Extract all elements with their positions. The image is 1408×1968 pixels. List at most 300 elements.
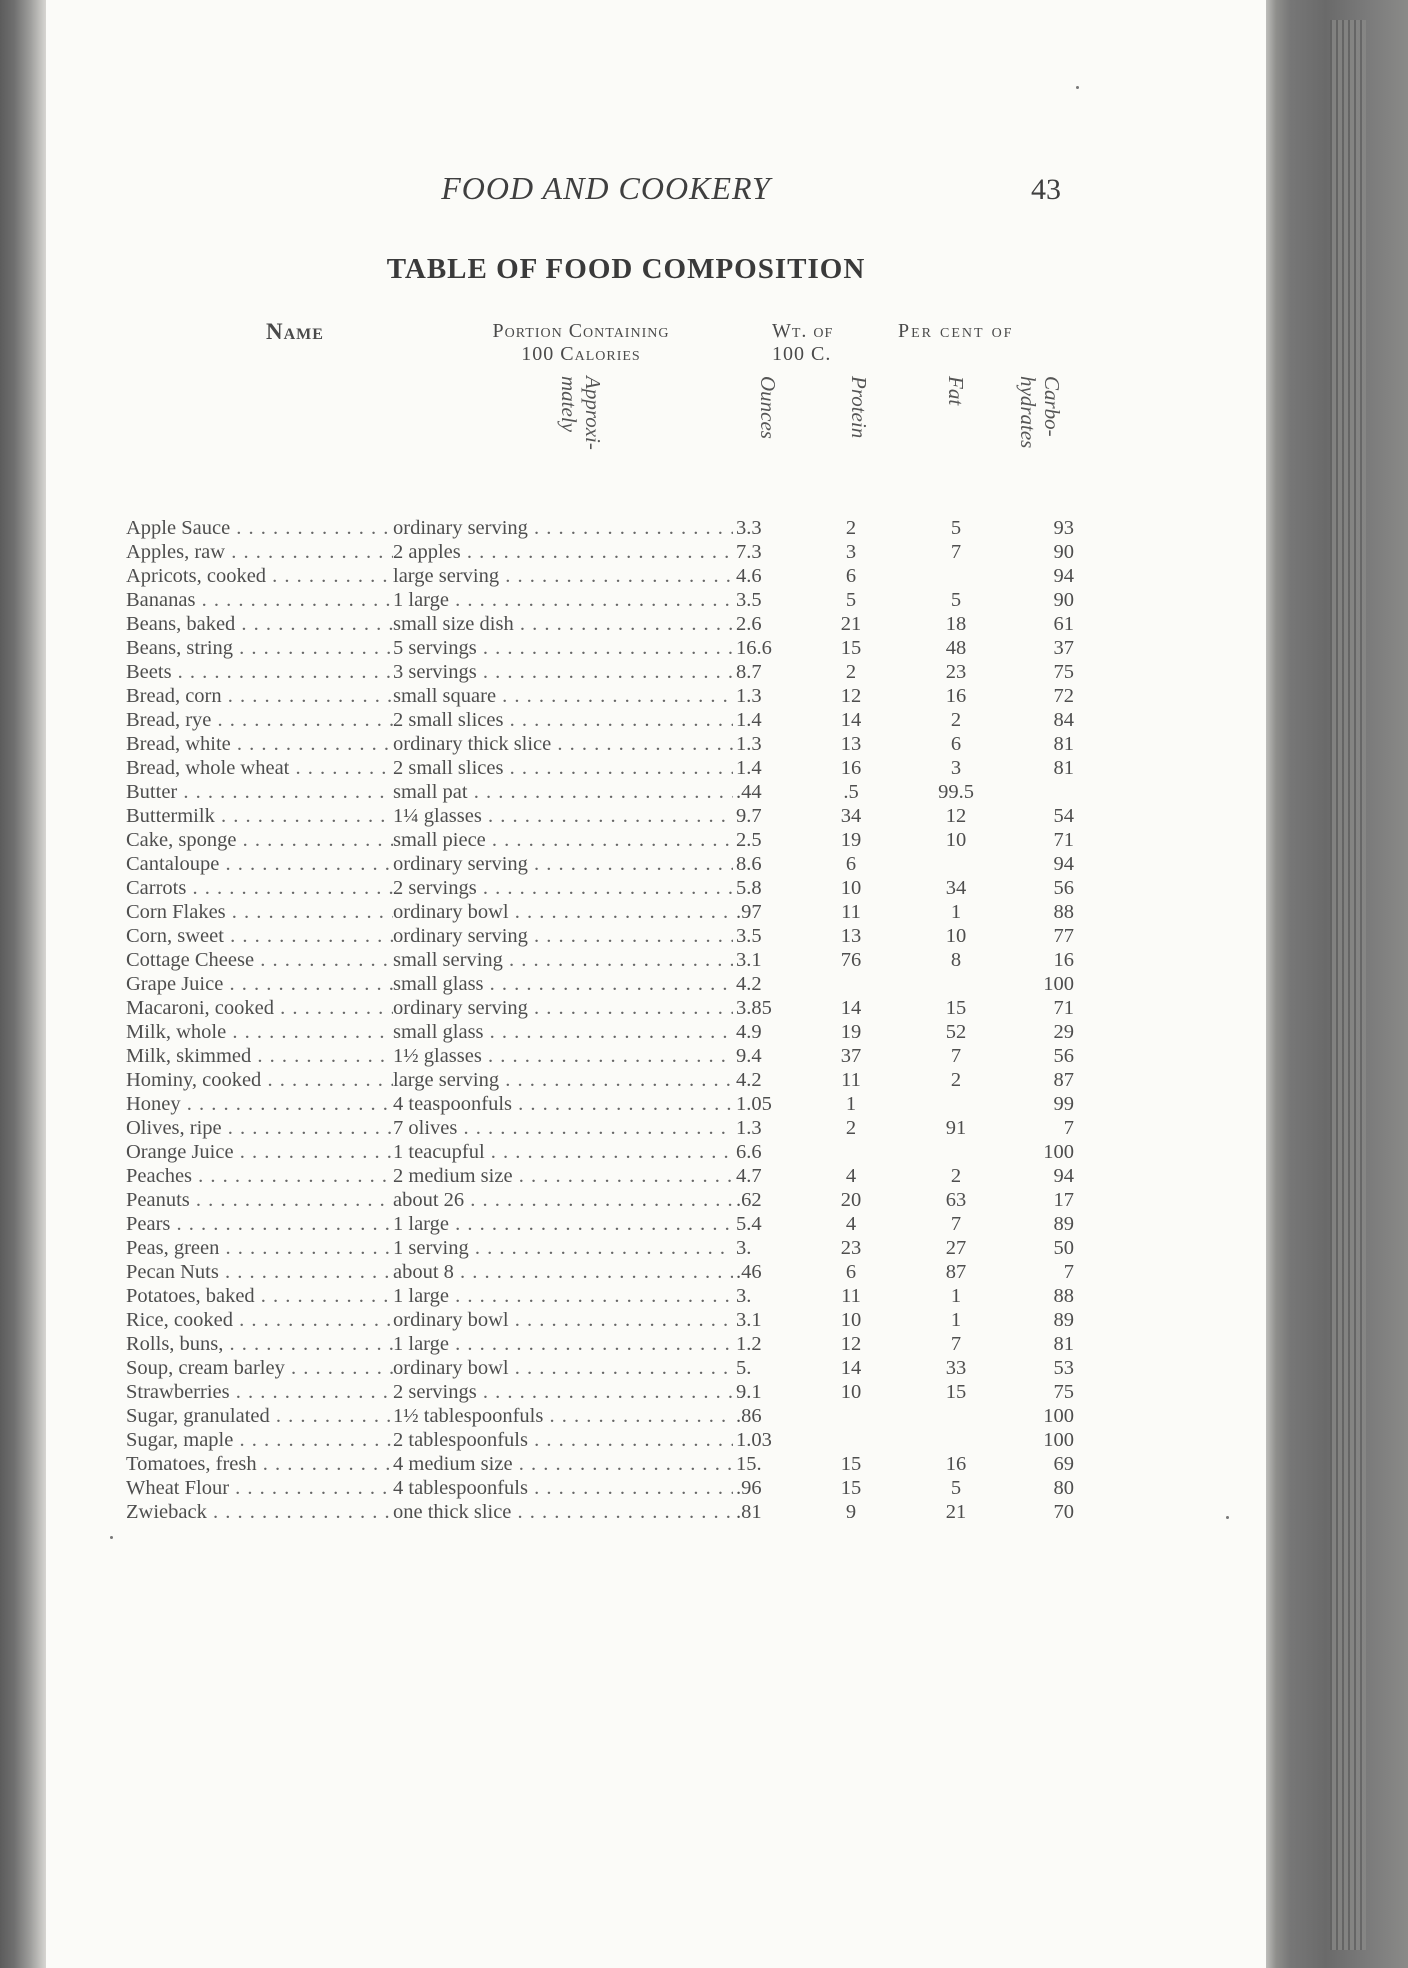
cell-oz: 9.7: [736, 804, 806, 828]
cell-carb: 100: [1043, 1429, 1074, 1451]
cell-protein: 6: [845, 565, 857, 587]
cell-fat: 5: [950, 589, 962, 611]
cell-name-text: Beans, string: [126, 637, 234, 659]
column-header-weight: [772, 320, 833, 366]
cell-carb: 100: [1043, 1405, 1074, 1427]
table-row: [46, 804, 1266, 828]
cell-oz: 5.: [736, 1356, 806, 1380]
cell-oz: 1.3: [736, 1116, 806, 1140]
cell-name-text: Macaroni, cooked: [126, 997, 274, 1019]
cell-fat: 15: [945, 997, 967, 1019]
cell-name: [126, 1092, 438, 1116]
cell-fat: 1: [950, 1285, 962, 1307]
cell-name-text: Wheat Flour: [126, 1477, 230, 1499]
cell-protein: 6: [845, 1261, 857, 1283]
cell-oz: .96: [736, 1476, 806, 1500]
cell-portion: 1 large . . .: [393, 1284, 733, 1308]
cell-fat: 5: [950, 517, 962, 539]
cell-fat: 5: [950, 1477, 962, 1499]
cell-carb: 70: [1053, 1501, 1074, 1523]
cell-name-text: Corn Flakes: [126, 901, 226, 923]
cell-carb: 77: [1053, 925, 1074, 947]
cell-oz: 3.: [736, 1236, 806, 1260]
cell-name-text: Milk, skimmed: [126, 1045, 252, 1067]
table-title: TABLE OF FOOD COMPOSITION: [386, 253, 866, 285]
cell-fat: 7: [950, 541, 962, 563]
table-row: [46, 972, 1266, 996]
cell-protein: 2: [845, 1117, 857, 1139]
cell-name-text: Carrots: [126, 877, 187, 899]
cell-name: [126, 972, 438, 996]
cell-name: [126, 1020, 438, 1044]
cell-name: [126, 1308, 438, 1332]
cell-protein: 14: [840, 997, 862, 1019]
cell-protein: 19: [840, 829, 862, 851]
cell-name-text: Zwieback: [126, 1501, 207, 1523]
cell-oz: 2.5: [736, 828, 806, 852]
cell-name-text: Buttermilk: [126, 805, 215, 827]
cell-carb: 90: [1053, 541, 1074, 563]
cell-carb: 94: [1053, 1165, 1074, 1187]
cell-portion: 2 tablespoonfuls . . .: [393, 1428, 733, 1452]
cell-oz: 16.6: [736, 636, 806, 660]
cell-carb: 17: [1053, 1189, 1074, 1211]
cell-portion: 1 teacupful . . .: [393, 1140, 733, 1164]
cell-portion: 1 serving . . .: [393, 1236, 733, 1260]
cell-name: [126, 852, 438, 876]
cell-protein: .5: [843, 781, 859, 803]
cell-protein: 2: [845, 517, 857, 539]
cell-name-text: Peas, green: [126, 1237, 220, 1259]
table-row: [46, 1020, 1266, 1044]
cell-portion: 5 servings . . .: [393, 636, 733, 660]
cell-name: [126, 804, 438, 828]
cell-portion: small size dish . . .: [393, 612, 733, 636]
cell-portion: small serving . . .: [393, 948, 733, 972]
cell-fat: 34: [945, 877, 967, 899]
cell-name-text: Beans, baked: [126, 613, 236, 635]
cell-name-text: Rice, cooked: [126, 1309, 234, 1331]
cell-name: [126, 756, 438, 780]
cell-name: [126, 828, 438, 852]
cell-protein: 15: [840, 1477, 862, 1499]
cell-oz: 5.8: [736, 876, 806, 900]
cell-fat: 2: [950, 1165, 962, 1187]
cell-oz: 7.3: [736, 540, 806, 564]
cell-fat: 87: [945, 1261, 967, 1283]
cell-carb: 81: [1053, 733, 1074, 755]
cell-protein: 10: [840, 1381, 862, 1403]
cell-portion: 1 large . . .: [393, 1212, 733, 1236]
cell-name: [126, 1356, 438, 1380]
cell-name-text: Pecan Nuts: [126, 1261, 219, 1283]
cell-portion: 1¼ glasses . . .: [393, 804, 733, 828]
cell-oz: 6.6: [736, 1140, 806, 1164]
table-row: [46, 612, 1266, 636]
cell-oz: .62: [736, 1188, 806, 1212]
cell-protein: 20: [840, 1189, 862, 1211]
cell-name-text: Potatoes, baked: [126, 1285, 255, 1307]
cell-oz: 8.6: [736, 852, 806, 876]
food-table-body: [46, 516, 1266, 1524]
cell-fat: 1: [950, 901, 962, 923]
cell-carb: 88: [1053, 1285, 1074, 1307]
cell-name-text: Corn, sweet: [126, 925, 224, 947]
cell-name: [126, 540, 438, 564]
cell-name: [126, 660, 438, 684]
cell-carb: 61: [1053, 613, 1074, 635]
cell-name-text: Cottage Cheese: [126, 949, 255, 971]
cell-portion: large serving . . .: [393, 564, 733, 588]
cell-carb: 16: [1053, 949, 1074, 971]
cell-name-text: Peaches: [126, 1165, 193, 1187]
cell-protein: 10: [840, 877, 862, 899]
table-row: [46, 780, 1266, 804]
cell-carb: 80: [1053, 1477, 1074, 1499]
table-row: [46, 1284, 1266, 1308]
cell-fat: 7: [950, 1045, 962, 1067]
cell-portion: 7 olives . . .: [393, 1116, 733, 1140]
cell-oz: 15.: [736, 1452, 806, 1476]
subheader-ounces: Ounces: [756, 376, 780, 439]
cell-oz: 4.7: [736, 1164, 806, 1188]
cell-carb: 81: [1053, 1333, 1074, 1355]
cell-name-text: Orange Juice: [126, 1141, 234, 1163]
cell-protein: 13: [840, 925, 862, 947]
cell-protein: 12: [840, 685, 862, 707]
cell-portion: 4 medium size . . .: [393, 1452, 733, 1476]
cell-fat: 6: [950, 733, 962, 755]
cell-fat: 48: [945, 637, 967, 659]
table-row: [46, 1212, 1266, 1236]
cell-name-text: Strawberries: [126, 1381, 230, 1403]
book-spine-edge-left: [0, 0, 46, 1968]
cell-name-text: Milk, whole: [126, 1021, 227, 1043]
cell-protein: 21: [840, 613, 862, 635]
cell-carb: 75: [1053, 1381, 1074, 1403]
cell-fat: 23: [945, 661, 967, 683]
table-row: [46, 1308, 1266, 1332]
cell-name: [126, 708, 438, 732]
cell-name-text: Bread, corn: [126, 685, 222, 707]
cell-portion: small piece . . .: [393, 828, 733, 852]
table-row: [46, 1092, 1266, 1116]
table-row: [46, 876, 1266, 900]
cell-name-text: Pears: [126, 1213, 171, 1235]
cell-fat: 18: [945, 613, 967, 635]
subheader-carbohydrates: Carbo- hydrates: [1016, 376, 1064, 449]
cell-portion: ordinary bowl . . .: [393, 1356, 733, 1380]
cell-oz: 1.05: [736, 1092, 806, 1116]
cell-fat: 2: [950, 1069, 962, 1091]
cell-oz: 3.1: [736, 1308, 806, 1332]
cell-name-text: Rolls, buns,: [126, 1333, 224, 1355]
cell-fat: 16: [945, 1453, 967, 1475]
column-header-portion: [436, 320, 726, 366]
table-row: [46, 516, 1266, 540]
cell-name: [126, 1236, 438, 1260]
cell-fat: 2: [950, 709, 962, 731]
cell-portion: ordinary serving . . .: [393, 996, 733, 1020]
paper-speck: [110, 1536, 113, 1539]
cell-oz: 1.03: [736, 1428, 806, 1452]
cell-portion: 4 teaspoonfuls . . .: [393, 1092, 733, 1116]
cell-carb: 87: [1053, 1069, 1074, 1091]
cell-portion: 4 tablespoonfuls . . .: [393, 1476, 733, 1500]
cell-portion: small glass . . .: [393, 1020, 733, 1044]
cell-protein: 4: [845, 1165, 857, 1187]
cell-fat: 15: [945, 1381, 967, 1403]
page-number: 43: [1031, 173, 1061, 206]
cell-oz: .86: [736, 1404, 806, 1428]
cell-fat: 3: [950, 757, 962, 779]
cell-name: [126, 1212, 438, 1236]
cell-portion: ordinary bowl . . .: [393, 900, 733, 924]
table-row: [46, 1236, 1266, 1260]
column-header-name: Name: [266, 319, 324, 344]
cell-name: [126, 1068, 438, 1092]
cell-name-text: Bread, rye: [126, 709, 212, 731]
cell-carb: 94: [1053, 853, 1074, 875]
cell-oz: 3.5: [736, 588, 806, 612]
cell-oz: 4.9: [736, 1020, 806, 1044]
cell-oz: 1.3: [736, 684, 806, 708]
cell-fat: 52: [945, 1021, 967, 1043]
cell-oz: 3.5: [736, 924, 806, 948]
cell-fat: 8: [950, 949, 962, 971]
cell-name: [126, 780, 438, 804]
cell-carb: 84: [1053, 709, 1074, 731]
cell-carb: 71: [1053, 997, 1074, 1019]
cell-protein: 14: [840, 709, 862, 731]
cell-carb: 81: [1053, 757, 1074, 779]
cell-carb: 54: [1053, 805, 1074, 827]
table-row: [46, 1500, 1266, 1524]
table-row: [46, 900, 1266, 924]
cell-oz: .44: [736, 780, 806, 804]
table-row: [46, 756, 1266, 780]
cell-name: [126, 1260, 438, 1284]
cell-name: [126, 1116, 438, 1140]
cell-protein: 11: [841, 1069, 861, 1091]
column-header-percent: Per cent of: [898, 320, 1014, 342]
column-header-portion-line2: 100 Calories: [521, 343, 641, 365]
cell-name: [126, 1476, 438, 1500]
table-row: [46, 1068, 1266, 1092]
cell-oz: 1.2: [736, 1332, 806, 1356]
cell-portion: 2 medium size . . .: [393, 1164, 733, 1188]
cell-name-text: Bread, whole wheat: [126, 757, 290, 779]
cell-protein: 11: [841, 901, 861, 923]
table-row: [46, 996, 1266, 1020]
table-row: [46, 708, 1266, 732]
cell-fat: 91: [945, 1117, 967, 1139]
cell-protein: 14: [840, 1357, 862, 1379]
book-page: [46, 0, 1266, 1968]
paper-speck: [1076, 86, 1079, 89]
cell-name: [126, 1452, 438, 1476]
cell-name: [126, 1428, 438, 1452]
cell-fat: 63: [945, 1189, 967, 1211]
table-row: [46, 540, 1266, 564]
cell-oz: 3.: [736, 1284, 806, 1308]
table-row: [46, 1380, 1266, 1404]
cell-carb: 89: [1053, 1309, 1074, 1331]
table-row: [46, 1428, 1266, 1452]
cell-protein: 1: [845, 1093, 857, 1115]
cell-name: [126, 1500, 438, 1524]
cell-name: [126, 948, 438, 972]
cell-oz: .97: [736, 900, 806, 924]
cell-fat: 1: [950, 1309, 962, 1331]
table-row: [46, 924, 1266, 948]
cell-fat: 16: [945, 685, 967, 707]
cell-protein: 19: [840, 1021, 862, 1043]
table-row: [46, 1164, 1266, 1188]
cell-name: [126, 564, 438, 588]
table-row: [46, 1116, 1266, 1140]
cell-carb: 88: [1053, 901, 1074, 923]
cell-portion: ordinary thick slice . . .: [393, 732, 733, 756]
cell-name-text: Bananas: [126, 589, 196, 611]
cell-portion: small glass . . .: [393, 972, 733, 996]
table-row: [46, 828, 1266, 852]
cell-name: [126, 876, 438, 900]
cell-carb: 75: [1053, 661, 1074, 683]
table-row: [46, 1476, 1266, 1500]
cell-fat: 33: [945, 1357, 967, 1379]
cell-protein: 23: [840, 1237, 862, 1259]
cell-carb: 100: [1043, 1141, 1074, 1163]
table-row: [46, 852, 1266, 876]
running-header-title: FOOD AND COOKERY: [441, 170, 771, 206]
column-header-portion-line1: Portion Containing: [492, 320, 670, 342]
cell-portion: 2 apples . . .: [393, 540, 733, 564]
cell-name: [126, 684, 438, 708]
table-row: [46, 684, 1266, 708]
cell-oz: 9.1: [736, 1380, 806, 1404]
cell-carb: 7: [1063, 1117, 1074, 1139]
cell-fat: 12: [945, 805, 967, 827]
cell-name: [126, 996, 438, 1020]
cell-protein: 3: [845, 541, 857, 563]
cell-protein: 37: [840, 1045, 862, 1067]
table-row: [46, 1044, 1266, 1068]
cell-oz: 3.1: [736, 948, 806, 972]
cell-portion: 2 small slices . . .: [393, 708, 733, 732]
table-row: [46, 588, 1266, 612]
cell-name-text: Peanuts: [126, 1189, 190, 1211]
cell-oz: 8.7: [736, 660, 806, 684]
cell-name-text: Apricots, cooked: [126, 565, 267, 587]
cell-fat: 10: [945, 829, 967, 851]
cell-name-text: Cake, sponge: [126, 829, 237, 851]
cell-name-text: Sugar, maple: [126, 1429, 234, 1451]
cell-protein: 11: [841, 1285, 861, 1307]
cell-name-text: Beets: [126, 661, 172, 683]
cell-protein: 76: [840, 949, 862, 971]
cell-carb: 99: [1053, 1093, 1074, 1115]
cell-portion: 2 small slices . . .: [393, 756, 733, 780]
cell-protein: 9: [845, 1501, 857, 1523]
cell-portion: ordinary serving . . .: [393, 516, 733, 540]
cell-protein: 15: [840, 637, 862, 659]
cell-name-text: Apples, raw: [126, 541, 226, 563]
table-row: [46, 660, 1266, 684]
cell-carb: 89: [1053, 1213, 1074, 1235]
cell-name: [126, 1380, 438, 1404]
cell-portion: 1 large . . .: [393, 588, 733, 612]
cell-name-text: Grape Juice: [126, 973, 224, 995]
cell-fat: 7: [950, 1333, 962, 1355]
cell-oz: 3.3: [736, 516, 806, 540]
column-header-weight-line2: 100 C.: [772, 343, 832, 365]
table-row: [46, 732, 1266, 756]
cell-oz: 9.4: [736, 1044, 806, 1068]
cell-oz: 2.6: [736, 612, 806, 636]
cell-oz: .81: [736, 1500, 806, 1524]
cell-carb: 100: [1043, 973, 1074, 995]
cell-protein: 5: [845, 589, 857, 611]
cell-carb: 56: [1053, 1045, 1074, 1067]
cell-name-text: Butter: [126, 781, 178, 803]
cell-name: [126, 900, 438, 924]
cell-oz: 4.2: [736, 972, 806, 996]
cell-name: [126, 1164, 438, 1188]
cell-name: [126, 1404, 438, 1428]
cell-name: [126, 924, 438, 948]
cell-oz: 3.85: [736, 996, 806, 1020]
cell-carb: 53: [1053, 1357, 1074, 1379]
cell-portion: 2 servings . . .: [393, 876, 733, 900]
cell-portion: about 26 . . .: [393, 1188, 733, 1212]
cell-name: [126, 636, 438, 660]
cell-portion: 1½ glasses . . .: [393, 1044, 733, 1068]
cell-carb: 94: [1053, 565, 1074, 587]
cell-protein: 12: [840, 1333, 862, 1355]
cell-protein: 2: [845, 661, 857, 683]
cell-carb: 37: [1053, 637, 1074, 659]
cell-name-text: Cantaloupe: [126, 853, 220, 875]
cell-oz: 4.2: [736, 1068, 806, 1092]
cell-name-text: Apple Sauce: [126, 517, 231, 539]
table-row: [46, 564, 1266, 588]
cell-oz: 4.6: [736, 564, 806, 588]
table-row: [46, 948, 1266, 972]
page-stack-lines: [1330, 20, 1366, 1950]
cell-name: [126, 1044, 438, 1068]
cell-carb: 50: [1053, 1237, 1074, 1259]
cell-fat: 21: [945, 1501, 967, 1523]
table-row: [46, 1260, 1266, 1284]
cell-carb: 7: [1063, 1261, 1074, 1283]
cell-portion: ordinary serving . . .: [393, 852, 733, 876]
cell-name-text: Bread, white: [126, 733, 231, 755]
cell-portion: ordinary bowl . . .: [393, 1308, 733, 1332]
cell-name: [126, 732, 438, 756]
cell-portion: 2 servings . . .: [393, 1380, 733, 1404]
cell-name-text: Soup, cream barley: [126, 1357, 285, 1379]
cell-name-text: Honey: [126, 1093, 181, 1115]
cell-name-text: Sugar, granulated: [126, 1405, 270, 1427]
cell-name-text: Tomatoes, fresh: [126, 1453, 257, 1475]
cell-portion: small pat . . .: [393, 780, 733, 804]
cell-name: [126, 588, 438, 612]
cell-protein: 6: [845, 853, 857, 875]
cell-fat: 99.5: [938, 781, 974, 803]
cell-portion: 1½ tablespoonfuls . . .: [393, 1404, 733, 1428]
cell-name-text: Hominy, cooked: [126, 1069, 262, 1091]
